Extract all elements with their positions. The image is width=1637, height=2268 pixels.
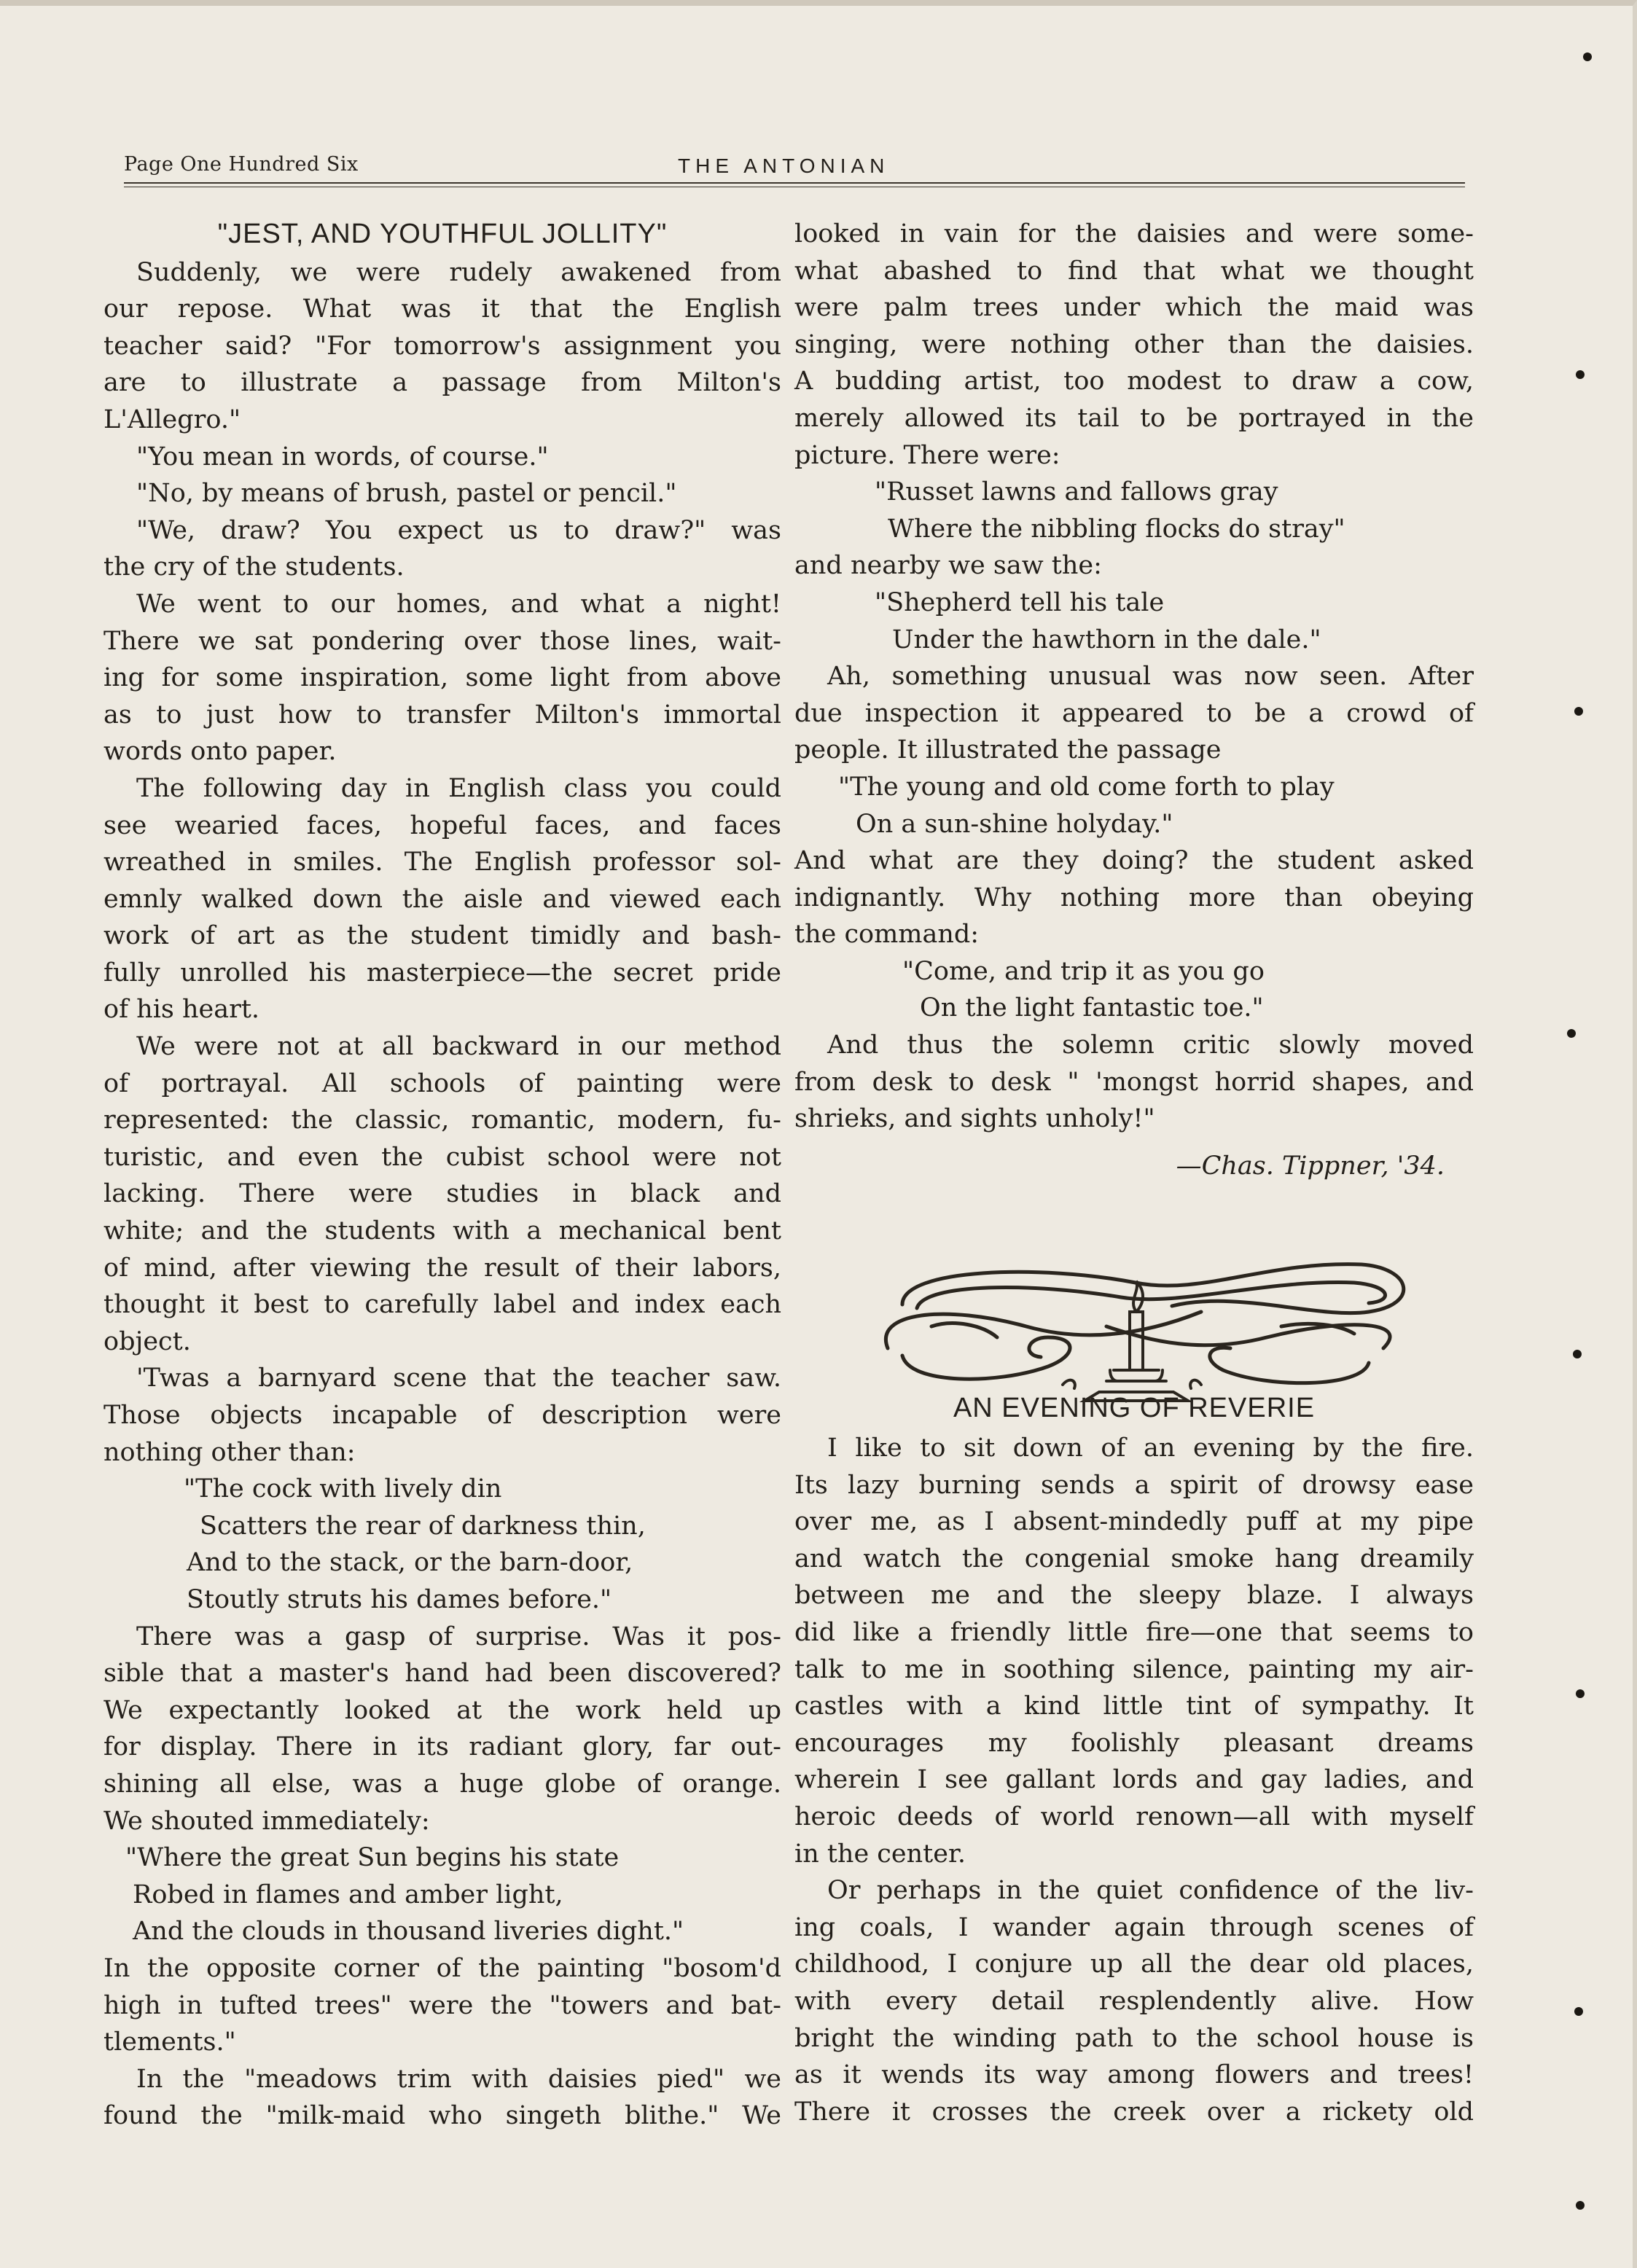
text-line: looked in vain for the daisies and were some- xyxy=(794,219,1474,249)
text-line: ing coals, I wander again through scenes of xyxy=(794,1912,1474,1942)
text-line: I like to sit down of an evening by the fire. xyxy=(827,1434,1474,1463)
text-line: between me and the sleepy blaze. I always xyxy=(794,1581,1474,1611)
text-line: Suddenly, we were rudely awakened from xyxy=(136,257,781,287)
text-line: ing for some inspiration, some light from above xyxy=(103,663,781,693)
binding-hole xyxy=(1576,1689,1585,1698)
text-line: as to just how to transfer Milton's immortal xyxy=(103,700,781,730)
text-line: white; and the students with a mechanical bent xyxy=(103,1216,781,1246)
text-line: tlements." xyxy=(103,2027,236,2057)
text-line: There it crosses the creek over a rickety old xyxy=(794,2097,1474,2127)
poem-line: "Where the great Sun begins his state xyxy=(125,1843,620,1873)
text-line: work of art as the student timidly and bash- xyxy=(103,921,781,951)
text-line: L'Allegro." xyxy=(103,404,241,434)
author-signature: —Chas. Tippner, '34. xyxy=(1176,1151,1445,1181)
text-line: wherein I see gallant lords and gay ladies, and xyxy=(794,1765,1474,1795)
poem-line: "Shepherd tell his tale xyxy=(875,587,1165,617)
binding-hole xyxy=(1574,707,1583,716)
article-heading-2: AN EVENING OF REVERIE xyxy=(953,1393,1316,1424)
text-line: sible that a master's hand had been discovered? xyxy=(103,1659,781,1689)
right-column xyxy=(794,216,1474,2130)
text-line: what abashed to find that what we thought xyxy=(794,256,1474,286)
text-line: We went to our homes, and what a night! xyxy=(136,589,781,619)
text-line: teacher said? "For tomorrow's assignment you xyxy=(103,331,781,361)
text-line: of mind, after viewing the result of their labors, xyxy=(103,1253,781,1283)
poem-line: Scatters the rear of darkness thin, xyxy=(200,1511,646,1541)
text-line: shining all else, was a huge globe of orange. xyxy=(103,1769,781,1799)
text-line: words onto paper. xyxy=(103,737,337,767)
text-line: In the opposite corner of the painting "bosom'd xyxy=(103,1953,781,1983)
text-line: wreathed in smiles. The English professor sol- xyxy=(103,848,781,877)
left-column-text xyxy=(103,254,781,2135)
text-line: in the center. xyxy=(794,1839,966,1869)
text-line: Its lazy burning sends a spirit of drowsy ease xyxy=(794,1470,1474,1500)
poem-line: "Come, and trip it as you go xyxy=(902,956,1265,986)
text-line: are to illustrate a passage from Milton's xyxy=(103,368,781,398)
binding-hole xyxy=(1567,1029,1576,1038)
text-line: turistic, and even the cubist school were not xyxy=(103,1142,781,1172)
text-line: merely allowed its tail to be portrayed in the xyxy=(794,403,1474,433)
binding-hole xyxy=(1573,1350,1582,1358)
text-line: We were not at all backward in our method xyxy=(136,1032,781,1062)
poem-line: Robed in flames and amber light, xyxy=(133,1880,563,1909)
text-line: were palm trees under which the maid was xyxy=(794,293,1474,323)
poem-line: "The young and old come forth to play xyxy=(838,772,1335,802)
text-line: The following day in English class you could xyxy=(136,773,781,803)
text-line: object. xyxy=(103,1326,191,1356)
poem-line: Where the nibbling flocks do stray" xyxy=(888,514,1345,544)
text-line: We expectantly looked at the work held up xyxy=(103,1695,781,1725)
text-line: lacking. There were studies in black and xyxy=(103,1179,781,1209)
text-line: shrieks, and sights unholy!" xyxy=(794,1104,1155,1134)
text-line: And what are they doing? the student asked xyxy=(794,846,1474,876)
text-line: thought it best to carefully label and index each xyxy=(103,1290,781,1320)
text-line: There was a gasp of surprise. Was it pos- xyxy=(136,1622,781,1651)
text-line: Those objects incapable of description were xyxy=(103,1401,781,1430)
text-line: A budding artist, too modest to draw a cow, xyxy=(794,367,1474,396)
text-line: and watch the congenial smoke hang dreamily xyxy=(794,1544,1474,1573)
text-line: castles with a kind little tint of sympathy. It xyxy=(794,1692,1474,1721)
text-line: from desk to desk " 'mongst horrid shapes, and xyxy=(794,1067,1474,1097)
text-line: the cry of the students. xyxy=(103,552,405,582)
text-line: fully unrolled his masterpiece—the secret pride xyxy=(103,958,781,988)
text-line: our repose. What was it that the English xyxy=(103,294,781,324)
page-number-label: Page One Hundred Six xyxy=(124,153,359,176)
text-line: And thus the solemn critic slowly moved xyxy=(827,1031,1474,1060)
text-line: singing, were nothing other than the daisies. xyxy=(794,329,1474,359)
poem-line: And to the stack, or the barn-door, xyxy=(187,1548,633,1578)
text-line: 'Twas a barnyard scene that the teacher saw. xyxy=(136,1364,781,1393)
text-line: of his heart. xyxy=(103,995,260,1025)
text-line: In the "meadows trim with daisies pied" we xyxy=(136,2064,781,2094)
poem-line: And the clouds in thousand liveries dight." xyxy=(133,1917,684,1947)
publication-title: THE ANTONIAN xyxy=(678,155,890,177)
text-line: and nearby we saw the: xyxy=(794,551,1102,581)
text-line: heroic deeds of world renown—all with myself xyxy=(794,1802,1474,1831)
text-line: bright the winding path to the school house is xyxy=(794,2023,1474,2053)
right-column-text-top xyxy=(794,216,1474,1138)
text-line: due inspection it appeared to be a crowd of xyxy=(794,698,1474,728)
text-line: high in tufted trees" were the "towers and bat- xyxy=(103,1990,781,2020)
text-line: "No, by means of brush, pastel or pencil." xyxy=(136,479,677,509)
text-line: over me, as I absent-mindedly puff at my pipe xyxy=(794,1507,1474,1537)
text-line: Or perhaps in the quiet confidence of the liv- xyxy=(827,1876,1474,1906)
text-line: emnly walked down the aisle and viewed each xyxy=(103,884,781,914)
text-line: indignantly. Why nothing more than obeying xyxy=(794,883,1474,912)
text-line: talk to me in soothing silence, painting my air- xyxy=(794,1654,1474,1684)
text-line: did like a friendly little fire—one that seems to xyxy=(794,1618,1474,1647)
text-line: nothing other than: xyxy=(103,1437,356,1467)
right-column-text-bottom xyxy=(794,1430,1474,2130)
text-line: for display. There in its radiant glory, far out- xyxy=(103,1732,781,1762)
text-line: There we sat pondering over those lines, wait- xyxy=(103,626,781,656)
header-rule xyxy=(124,182,1465,184)
text-line: Ah, something unusual was now seen. After xyxy=(827,662,1474,692)
text-line: see wearied faces, hopeful faces, and faces xyxy=(103,810,781,840)
text-line: "You mean in words, of course." xyxy=(136,442,549,472)
poem-line: Under the hawthorn in the dale." xyxy=(892,625,1321,654)
text-line: picture. There were: xyxy=(794,440,1060,470)
poem-line: Stoutly struts his dames before." xyxy=(187,1584,612,1614)
page-header xyxy=(124,153,1465,197)
poem-line: "Russet lawns and fallows gray xyxy=(875,477,1278,507)
text-line: with every detail resplendently alive. How xyxy=(794,1986,1474,2016)
poem-line: On a sun-shine holyday." xyxy=(856,809,1173,839)
binding-hole xyxy=(1574,2007,1583,2016)
text-line: found the "milk-maid who singeth blithe." We xyxy=(103,2101,781,2131)
text-line: childhood, I conjure up all the dear old places, xyxy=(794,1950,1474,1979)
text-line: encourages my foolishly pleasant dreams xyxy=(794,1728,1474,1758)
candle-ornament-icon xyxy=(859,1239,1427,1414)
left-column xyxy=(103,216,781,2135)
binding-hole xyxy=(1576,2201,1585,2210)
text-line: of portrayal. All schools of painting were xyxy=(103,1068,781,1098)
text-line: We shouted immediately: xyxy=(103,1806,430,1836)
text-line: "We, draw? You expect us to draw?" was xyxy=(136,515,781,545)
text-line: people. It illustrated the passage xyxy=(794,735,1222,765)
text-line: as it wends its way among flowers and trees! xyxy=(794,2060,1474,2090)
poem-line: On the light fantastic toe." xyxy=(920,993,1264,1023)
poem-line: "The cock with lively din xyxy=(184,1474,502,1504)
article-heading: "JEST, AND YOUTHFUL JOLLITY" xyxy=(217,219,668,249)
text-line: the command: xyxy=(794,920,980,950)
binding-hole xyxy=(1576,370,1585,379)
binding-hole xyxy=(1583,52,1592,61)
text-line: represented: the classic, romantic, modern, fu- xyxy=(103,1106,781,1135)
